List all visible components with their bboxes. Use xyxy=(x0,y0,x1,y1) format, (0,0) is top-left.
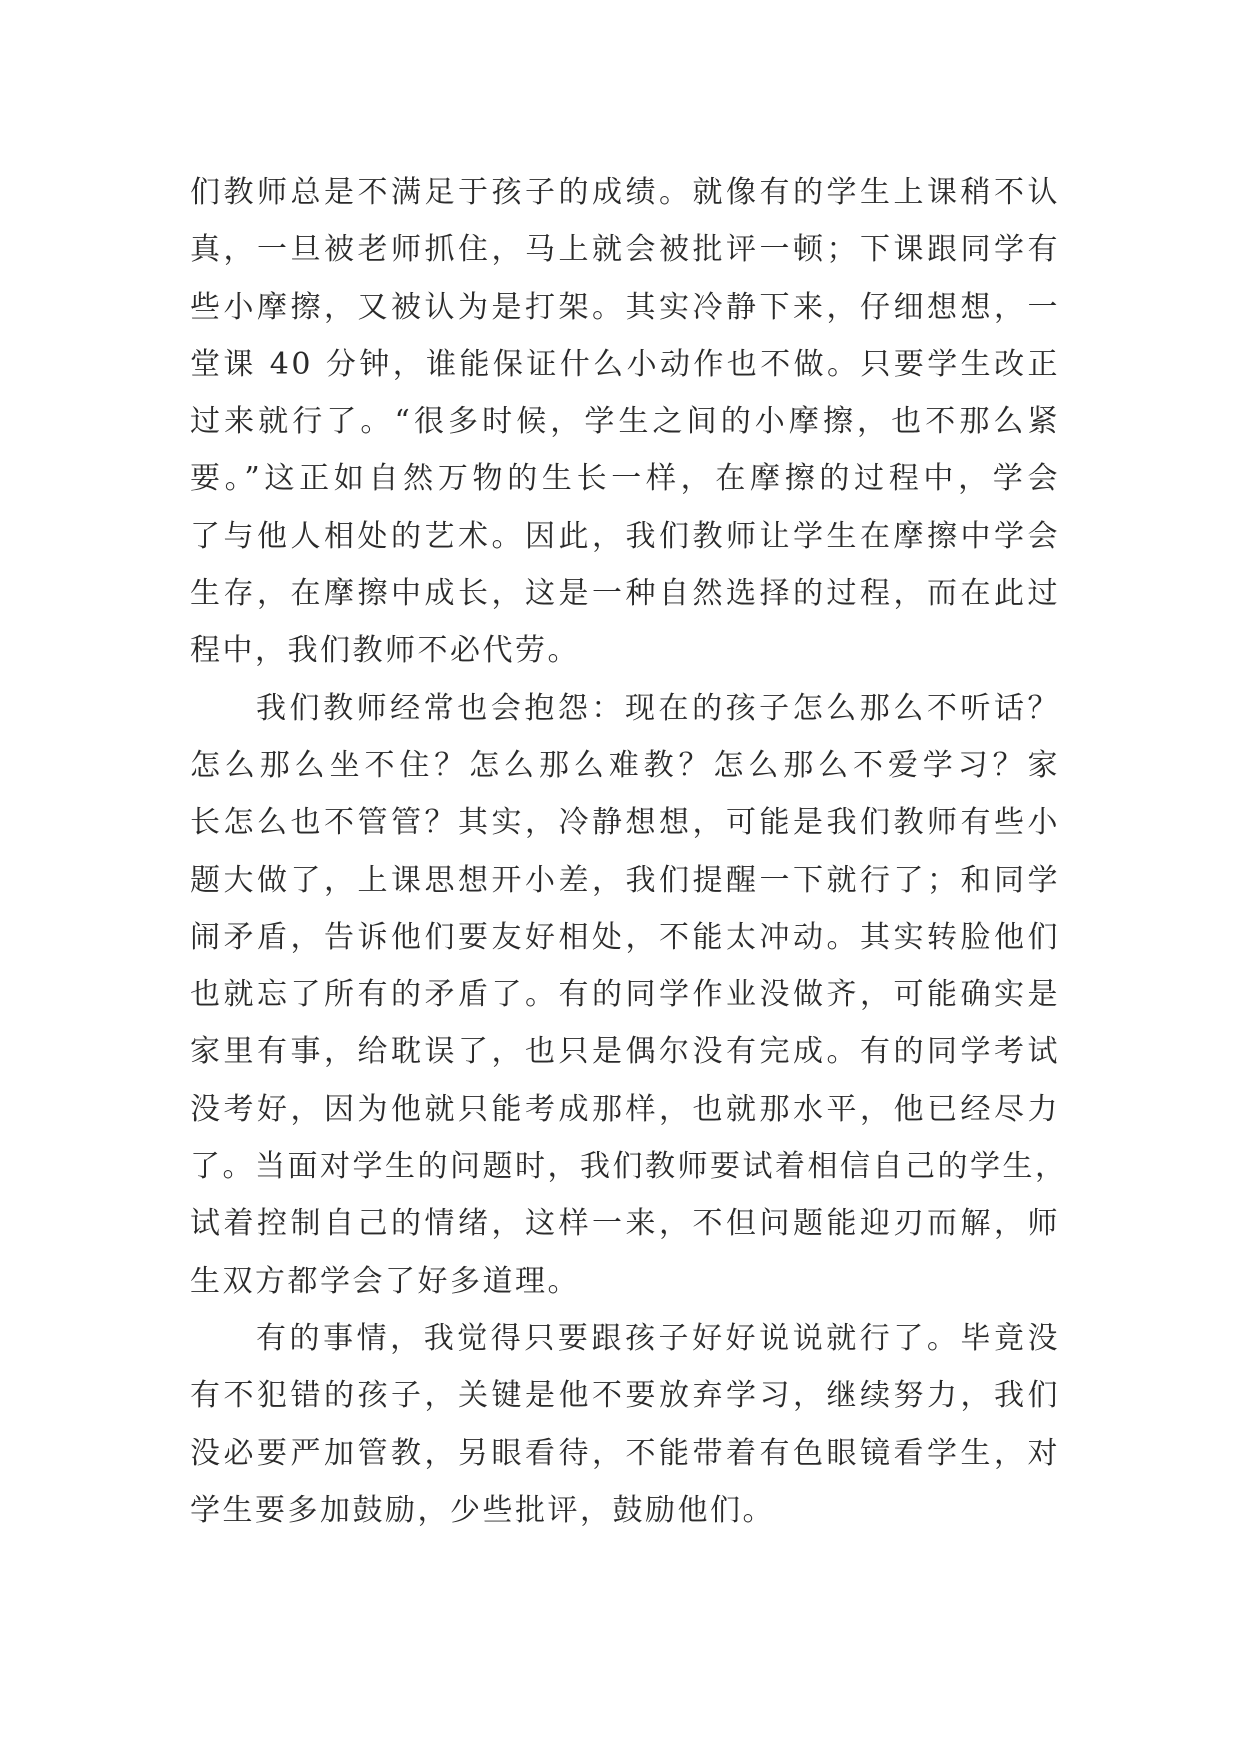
text-line: 试着控制自己的情绪，这样一来，不但问题能迎刃而解，师 xyxy=(190,1206,1060,1242)
text-line: 生双方都学会了好多道理。 xyxy=(190,1263,580,1299)
document-body xyxy=(190,164,1068,1539)
text-line: 有的事情，我觉得只要跟孩子好好说说就行了。毕竟没 xyxy=(256,1320,1060,1356)
text-line: 没考好，因为他就只能考成那样，也就那水平，他已经尽力 xyxy=(190,1091,1060,1127)
text-line: 了。当面对学生的问题时，我们教师要试着相信自己的学生， xyxy=(190,1149,1068,1185)
text-line: 了与他人相处的艺术。因此，我们教师让学生在摩擦中学会 xyxy=(190,518,1060,554)
text-line: 也就忘了所有的矛盾了。有的同学作业没做齐，可能确实是 xyxy=(190,977,1060,1013)
text-line: 题大做了，上课思想开小差，我们提醒一下就行了；和同学 xyxy=(190,862,1060,898)
text-line: 些小摩擦，又被认为是打架。其实冷静下来，仔细想想，一 xyxy=(190,289,1060,325)
text-line: 长怎么也不管管？其实，冷静想想，可能是我们教师有些小 xyxy=(190,805,1060,841)
text-line: 堂课 40 分钟，谁能保证什么小动作也不做。只要学生改正 xyxy=(190,346,1060,382)
text-line: 要。”这正如自然万物的生长一样，在摩擦的过程中，学会 xyxy=(190,461,1060,497)
text-line: 闹矛盾，告诉他们要友好相处，不能太冲动。其实转脸他们 xyxy=(190,919,1060,955)
text-line: 我们教师经常也会抱怨：现在的孩子怎么那么不听话？ xyxy=(256,690,1060,726)
text-line: 家里有事，给耽误了，也只是偶尔没有完成。有的同学考试 xyxy=(190,1034,1060,1070)
text-line: 有不犯错的孩子，关键是他不要放弃学习，继续努力，我们 xyxy=(190,1378,1060,1414)
paragraph-3 xyxy=(190,1310,1060,1539)
text-line: 学生要多加鼓励，少些批评，鼓励他们。 xyxy=(190,1492,775,1528)
text-line: 生存，在摩擦中成长，这是一种自然选择的过程，而在此过 xyxy=(190,576,1060,612)
text-line: 真，一旦被老师抓住，马上就会被批评一顿；下课跟同学有 xyxy=(190,232,1060,268)
text-line: 过来就行了。“很多时候，学生之间的小摩擦，也不那么紧 xyxy=(190,404,1060,440)
text-line: 们教师总是不满足于孩子的成绩。就像有的学生上课稍不认 xyxy=(190,175,1060,210)
paragraph-2 xyxy=(190,680,1068,1310)
text-line: 怎么那么坐不住？怎么那么难教？怎么那么不爱学习？家 xyxy=(190,747,1060,783)
text-line: 程中，我们教师不必代劳。 xyxy=(190,633,580,669)
text-line: 没必要严加管教，另眼看待，不能带着有色眼镜看学生，对 xyxy=(190,1435,1060,1471)
paragraph-1 xyxy=(190,164,1060,680)
